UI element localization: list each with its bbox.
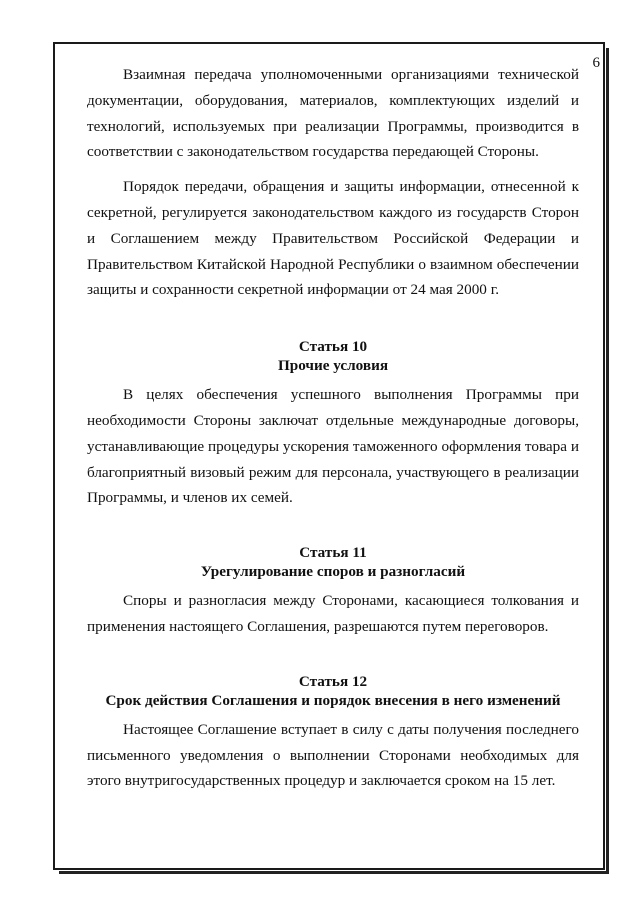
- article-12-text: Настоящее Соглашение вступает в силу с даты получения последнего письменного уведомления о выполнении Сторонами необходимых для этого внутригосударственных процедур и заключается сроком на 15 лет.: [87, 720, 579, 790]
- document-body: [87, 62, 579, 794]
- article-12-title: Срок действия Соглашения и порядок внесения в него изменений: [105, 691, 561, 709]
- article-11-number: Статья 11: [299, 544, 367, 562]
- article-10-text: В целях обеспечения успешного выполнения Программы при необходимости Стороны заключат отдельные международные договоры, устанавливающие процедуры ускорения таможенного оформления товара и благоприятный визовый режим для персонала, участвующего в реализации Программы, и членов их семей.: [87, 386, 579, 507]
- page-number: 6: [592, 55, 600, 71]
- paragraph-technical-documentation: Взаимная передача уполномоченными организациями технической документации, оборудования, материалов, комплектующих изделий и технологий, используемых при реализации Программы, производится в соответствии с законодательством государства передающей Стороны.: [87, 66, 579, 161]
- article-11-text: Споры и разногласия между Сторонами, касающиеся толкования и применения настоящего Соглашения, разрешаются путем переговоров.: [87, 592, 579, 635]
- article-11-heading: [87, 543, 579, 581]
- article-11-title: Урегулирование споров и разногласий: [200, 563, 466, 581]
- paragraph-secret-information: Порядок передачи, обращения и защиты информации, отнесенной к секретной, регулируется законодательством каждого из государств Сторон и Соглашением между Правительством Российской Федерации и Правительством Китайской Народной Республики о взаимном обеспечении защиты и сохранности секретной информации от 24 мая 2000 г.: [87, 178, 579, 299]
- article-10-heading: [87, 337, 579, 375]
- article-12-number: Статья 12: [298, 672, 368, 690]
- article-10-title: Прочие условия: [277, 357, 389, 375]
- article-10-number: Статья 10: [298, 338, 368, 356]
- article-12-heading: [87, 672, 579, 710]
